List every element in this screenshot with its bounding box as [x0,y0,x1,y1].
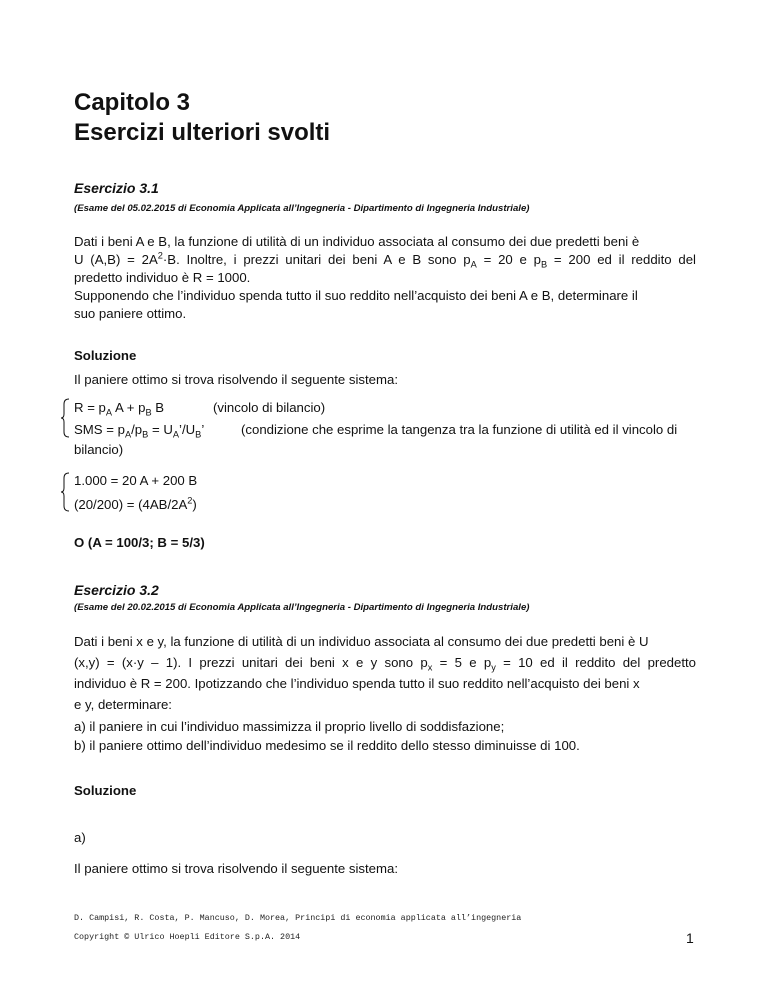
list-item-b: b) il paniere ottimo dell’individuo medesimo se il reddito dello stesso diminuisse di 100. [74,738,580,753]
chapter-title-line1: Capitolo 3 [74,89,191,116]
exercise-3-2-text [74,631,696,715]
system-equation-2: SMS = $p_A/p_B$ = $U_A’/U_B$’ [74,422,205,440]
exercise-3-1-text [74,233,696,323]
ex32-line3: individuo è R = 200. Ipotizzando che l’individuo spenda tutto il suo reddito nell’acquisto dei beni x [74,676,640,691]
footer-authors: D. Campisi, R. Costa, P. Mancuso, D. Morea, Principi di economia applicata all’ingegneria [74,913,522,923]
list-item-a: a) il paniere in cui l’individuo massimizza il proprio livello di soddisfazione; [74,719,505,734]
page-number: 1 [686,930,694,946]
exercise-3-2-subtitle: (Esame del 20.02.2015 di Economia Applicata all’Ingegneria - Dipartimento di Ingegneria Industriale) [74,602,530,613]
numeric-equation-2: $(20/200) = (4AB/2A^2)$ [74,495,197,512]
chapter-title [74,88,330,148]
exercise-3-2-solution-intro: Il paniere ottimo si trova risolvendo il seguente sistema: [74,861,398,876]
system-equation-1: $R = p_A$ $A + p_B$ B [74,400,165,418]
ex32-line1: Dati i beni x e y, la funzione di utilità di un individuo associata al consumo dei due predetti beni è U [74,634,649,649]
exercise-3-1-subtitle: (Esame del 05.02.2015 di Economia Applicata all’Ingegneria - Dipartimento di Ingegneria Industriale) [74,203,530,214]
footer-copyright: Copyright © Ulrico Hoepli Editore S.p.A. 2014 [74,932,301,942]
ex31-line1: Dati i beni A e B, la funzione di utilità di un individuo associata al consumo dei due predetti beni è [74,234,640,249]
exercise-3-2-part-a: a) [74,830,86,845]
ex31-line4: Supponendo che l’individuo spenda tutto il suo reddito nell’acquisto dei beni A e B, determinare il [74,288,638,303]
exercise-3-1-solution-label: Soluzione [74,348,137,363]
ex31-line3: predetto individuo è R = 1000. [74,270,251,285]
system-equation-2-note: (condizione che esprime la tangenza tra la funzione di utilità ed il vincolo di [241,422,678,437]
system-equation-2-note-cont: bilancio) [74,442,124,457]
ex31-line2: U $(A,B) = 2A^2\cdot B$. Inoltre, i prezzi unitari dei beni A e B sono $p_A = 20$ e $p_B = 200$ ed il reddito del [74,250,696,270]
system-brace-icon [60,398,70,438]
exercise-3-1-title: Esercizio 3.1 [74,180,159,196]
ex32-line4: e y, determinare: [74,697,172,712]
chapter-title-line2: Esercizi ulteriori svolti [74,119,331,146]
exercise-3-1-result: O (A = 100/3; B = 5/3) [74,535,205,550]
exercise-3-2-title: Esercizio 3.2 [74,582,159,598]
ex31-line5: suo paniere ottimo. [74,306,187,321]
system-equation-1-note: (vincolo di bilancio) [213,400,326,415]
numeric-equation-1: 1.000 = 20 A + 200 B [74,473,198,488]
numeric-system-brace-icon [60,472,70,512]
exercise-3-1-solution-intro: Il paniere ottimo si trova risolvendo il seguente sistema: [74,372,398,387]
ex32-line2: (x,y) = (x·y – 1). I prezzi unitari dei beni x e y sono $p_x = 5$ e $p_y = 10$ ed il reddito del predetto [74,655,696,673]
exercise-3-2-solution-label: Soluzione [74,783,137,798]
